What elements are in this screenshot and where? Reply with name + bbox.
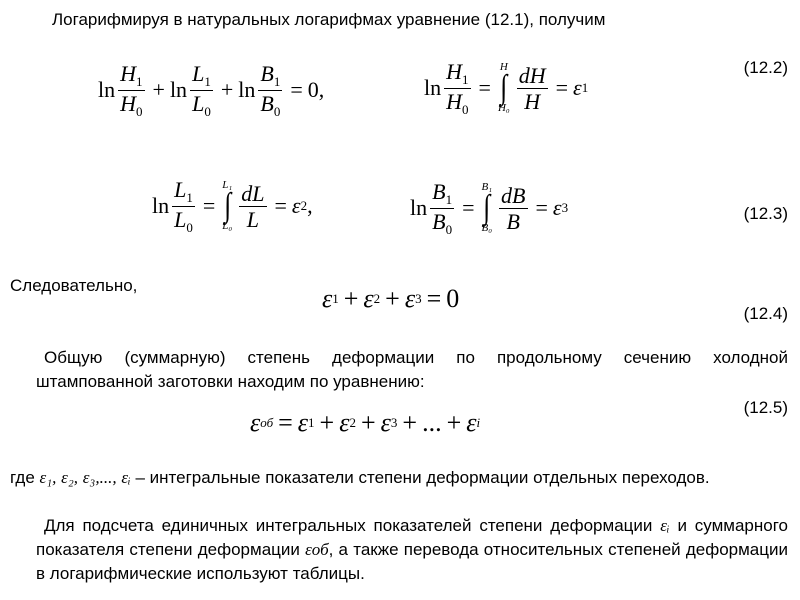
paragraph-tables: Для подсчета единичных интегральных показателей степени деформации εᵢ и суммарного показателя степени деформации εоб, а также перевода относительных степеней деформации в логарифмические используют таблицы.: [36, 516, 788, 583]
paragraph-total-deformation: Общую (суммарную) степень деформации по продольному сечению холодной штампованной заготовки находим по уравнению:: [36, 348, 788, 391]
equation-12-2-left: ln $\frac{H_1}{H_0}$ + ln $\frac{L_1}{L_0}$ + ln $\frac{B_1}{B_0}$ = 0,: [98, 61, 325, 119]
fraction-dl-l: $\frac{dL}{L}$: [241, 180, 265, 232]
ln-operator: ln: [98, 77, 116, 103]
equation-12-3-right: ln $\frac{B_1}{B_0}$ = B₁ ∫ B₀ $\frac{dB}{B}$ = ε 3: [410, 179, 569, 237]
equation-12-5: ε об = ε 1 + ε 2 + ε 3 + ... + ε i: [250, 408, 481, 437]
integral-sign: H ∫ H₀: [497, 60, 510, 115]
equation-number-12-3: (12.3): [743, 204, 788, 223]
fraction-dh-h: $\frac{dH}{H}$: [518, 62, 546, 114]
equation-number-12-4: (12.4): [743, 304, 788, 323]
fraction-db-b: $\frac{dB}{B}$: [501, 182, 526, 234]
fraction-h1-h0: $\frac{H_1}{H_0}$: [120, 61, 143, 119]
fraction-l1-l0: $\frac{L_1}{L_0}$: [192, 61, 211, 119]
equation-12-3-left: ln $\frac{L_1}{L_0}$ = L₁ ∫ L₀ $\frac{dL}{L}$ = ε 2 ,: [152, 177, 313, 235]
consequently-text: Следовательно,: [10, 276, 138, 295]
integral-sign: B₁ ∫ B₀: [481, 180, 493, 235]
equation-12-2-right: ln $\frac{H_1}{H_0}$ = H ∫ H₀ $\frac{dH}{H}$ = ε 1: [424, 59, 589, 117]
intro-text: Логарифмируя в натуральных логарифмах уравнение (12.1), получим: [52, 10, 606, 29]
fraction-b1-b0: $\frac{B_1}{B_0}$: [432, 179, 453, 237]
fraction-b1-b0: $\frac{B_1}{B_0}$: [260, 61, 281, 119]
equation-12-4: ε 1 + ε 2 + ε 3 = 0: [322, 284, 460, 313]
equation-number-12-5: (12.5): [743, 398, 788, 417]
fraction-l1-l0: $\frac{L_1}{L_0}$: [174, 177, 193, 235]
paragraph-where: где ε₁, ε₂, ε₃,..., εᵢ – интегральные показатели степени деформации отдельных переходов.: [10, 468, 710, 487]
fraction-h1-h0: $\frac{H_1}{H_0}$: [446, 59, 469, 117]
equation-number-12-2: (12.2): [743, 58, 788, 77]
integral-sign: L₁ ∫ L₀: [222, 178, 233, 233]
